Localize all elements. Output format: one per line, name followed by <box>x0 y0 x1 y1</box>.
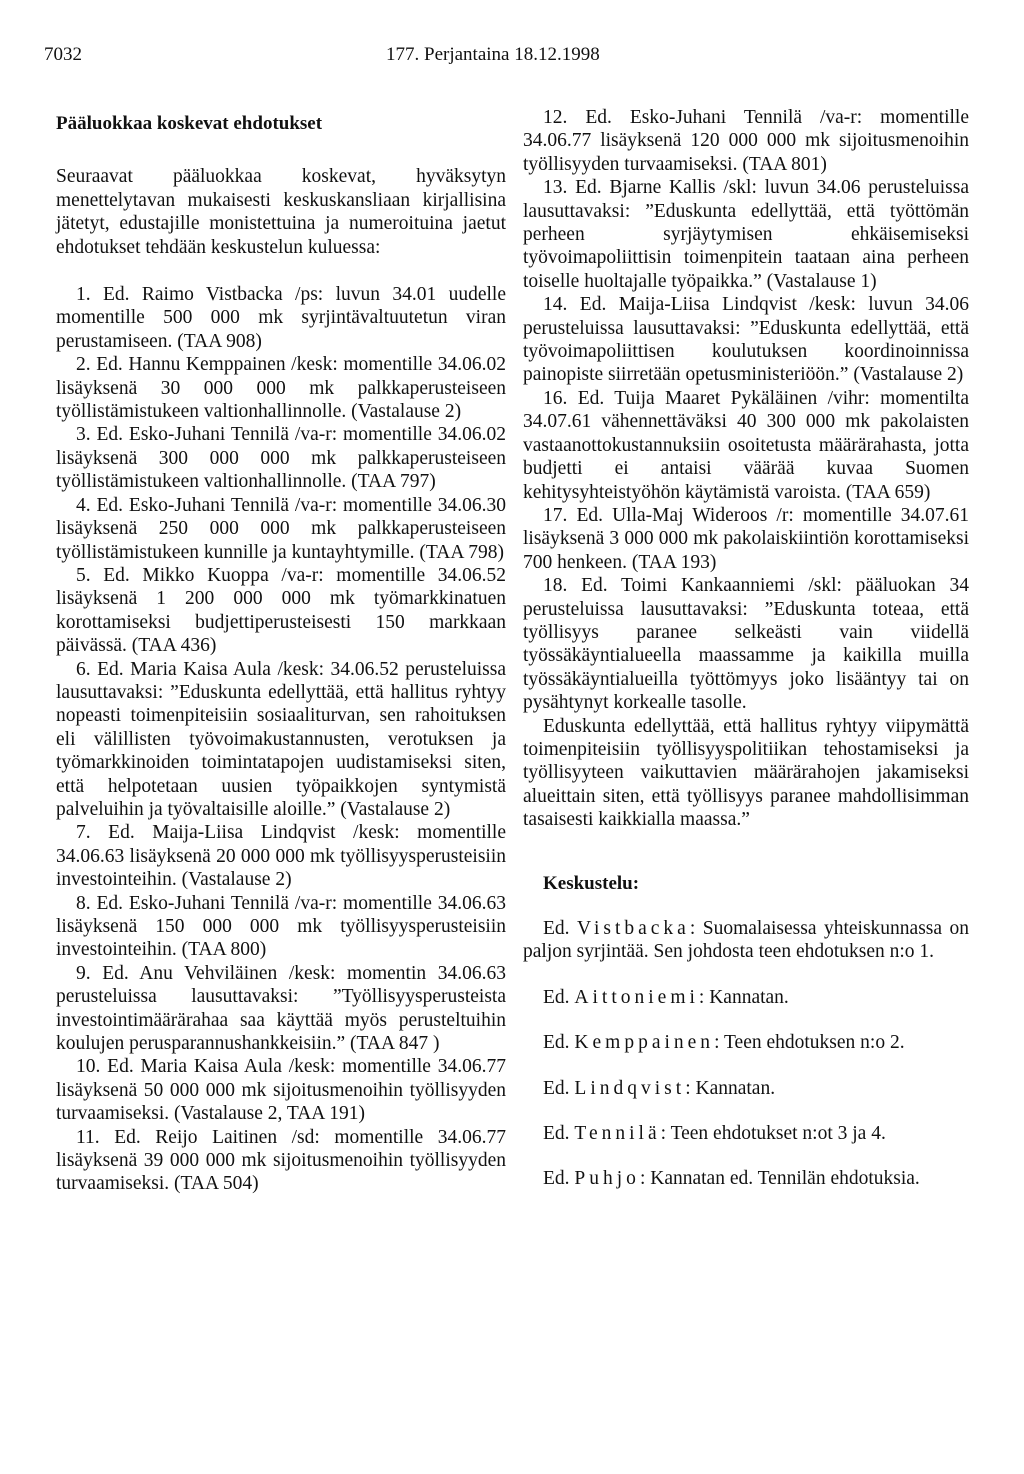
speech-item <box>523 917 969 964</box>
proposal-item: 3. Ed. Esko-Juhani Tennilä /va-r: momentille 34.06.02 lisäyksenä 300 000 000 mk palkkaperusteiseen työllistämistukeen valtionhallinnolle. (TAA 797) <box>56 424 506 493</box>
right-column <box>523 106 969 1213</box>
speech-prefix: Ed. <box>543 986 575 1008</box>
proposal-item: 7. Ed. Maija-Liisa Lindqvist /kesk: momentille 34.06.63 lisäyksenä 20 000 000 mk työllisyysperusteisiin investointeihin. (Vastalause 2) <box>56 822 506 891</box>
speech-text: : Kannatan ed. Tennilän ehdotuksia. <box>639 1168 920 1190</box>
speaker-name: Lindqvist <box>574 1077 686 1099</box>
proposal-item: 1. Ed. Raimo Vistbacka /ps: luvun 34.01 uudelle momentille 500 000 mk syrjintävaltuutetun viran perustamiseen. (TAA 908) <box>56 284 506 352</box>
proposal-item: 17. Ed. Ulla-Maj Wideroos /r: momentille 34.07.61 lisäyksenä 3 000 000 mk pakolaiskiintiön korottamiseksi 700 henkeen. (TAA 193) <box>523 504 969 573</box>
speech-text: : Teen ehdotukset n:ot 3 ja 4. <box>660 1123 886 1145</box>
speech-item <box>523 1167 969 1190</box>
speech-text: : Kannatan. <box>685 1077 776 1099</box>
proposal-item: 8. Ed. Esko-Juhani Tennilä /va-r: momentille 34.06.63 lisäyksenä 150 000 000 mk työllisyysperusteisiin investointeihin. (TAA 800) <box>56 892 506 961</box>
speech-item <box>523 986 969 1009</box>
speech-text: : Teen ehdotuksen n:o 2. <box>714 1032 905 1054</box>
proposal-item: 5. Ed. Mikko Kuoppa /va-r: momentille 34.06.52 lisäyksenä 1 200 000 000 mk työmarkkinatuen korottamiseksi budjettiperusteisesti 150 markkaan päivässä. (TAA 436) <box>56 564 506 657</box>
speech-text: : Kannatan. <box>698 986 789 1008</box>
speech-prefix: Ed. <box>543 918 578 939</box>
speech-prefix: Ed. <box>543 1032 575 1054</box>
speech-item <box>523 1077 969 1100</box>
proposal-item: 6. Ed. Maria Kaisa Aula /kesk: 34.06.52 perusteluissa lausuttavaksi: ”Eduskunta edellyttää, että hallitus ryhtyy nopeasti toimenpiteisiin sosiaaliturvan, sen rahoituksen eli välillisten työvoimakustannusten, verotuksen ja työmarkkinoiden toimintatapojen uudistamiseksi siten, että helpotetaan uusien työpaikkojen syntymistä palveluihin ja työvaltaisille aloille.” (Vastalause 2) <box>56 658 506 820</box>
speech-prefix: Ed. <box>543 1123 575 1145</box>
page-number: 7032 <box>44 44 82 65</box>
proposal-item: 2. Ed. Hannu Kemppainen /kesk: momentille 34.06.02 lisäyksenä 30 000 000 mk palkkaperusteiseen työllistämistukeen valtionhallinnolle. (Vastalause 2) <box>56 354 506 423</box>
proposal-item: 9. Ed. Anu Vehviläinen /kesk: momentin 34.06.63 perusteluissa lausuttavaksi: ”Työllisyysperusteista investointimäärärahaa saa käyttää myös perusteltuihin koulujen perusparannushankkeisiin.” (TAA 847 ) <box>56 962 506 1055</box>
speaker-name: Puhjo <box>574 1168 640 1190</box>
proposal-item: 4. Ed. Esko-Juhani Tennilä /va-r: momentille 34.06.30 lisäyksenä 250 000 000 mk palkkaperusteiseen työllistämistukeen kunnille ja kuntayhtymille. (TAA 798) <box>56 494 506 563</box>
proposal-item: 13. Ed. Bjarne Kallis /skl: luvun 34.06 perusteluissa lausuttavaksi: ”Eduskunta edellyttää, että työttömän perheen syrjäytymisen ehkäisemiseksi työvoimapoliittisin toimenpitein taataan aina perheen toiselle huoltajalle työpaikka.” (Vastalause 1) <box>523 177 969 292</box>
speaker-name: Tennilä <box>574 1123 661 1145</box>
proposal-item: 14. Ed. Maija-Liisa Lindqvist /kesk: luvun 34.06 perusteluissa lausuttavaksi: ”Eduskunta edellyttää, että työvoimapoliittisen koulutuksen koordinoinnissa painopiste siirretään opetusministeriöön.” (Vastalause 2) <box>523 294 969 386</box>
session-info: 177. Perjantaina 18.12.1998 <box>386 44 600 65</box>
proposal-item: 16. Ed. Tuija Maaret Pykäläinen /vihr: momentilta 34.07.61 vähennettäväksi 40 300 000 mk pakolaisten vastaanottokustannuksiin osoitetusta määrärahasta, jotta budjetti ei antaisi väärää kuvaa Suomen kehitysyhteistyöhön käytämistä varoista. (TAA 659) <box>523 387 969 503</box>
speech-item <box>523 1122 969 1145</box>
speaker-name: Aittoniemi <box>574 986 699 1008</box>
speaker-name: Vistbacka <box>577 918 690 939</box>
left-column <box>56 106 506 1196</box>
proposal-continuation: Eduskunta edellyttää, että hallitus ryhtyy viipymättä toimenpiteisiin työllisyyspolitiikan tehostamiseksi ja työllisyyteen vaikuttavien määrärahojen jakamiseksi alueittain siten, että työllisyys paranee mahdollisimman tasaisesti kaikkialla maassa.” <box>523 715 969 831</box>
page-header <box>44 44 980 74</box>
discussion-heading: Keskustelu: <box>543 872 640 894</box>
speech-prefix: Ed. <box>543 1168 575 1190</box>
speech-prefix: Ed. <box>543 1077 575 1099</box>
proposal-item: 10. Ed. Maria Kaisa Aula /kesk: momentille 34.06.77 lisäyksenä 50 000 000 mk sijoitusmenoihin työllisyyden turvaamiseksi. (Vastalause 2, TAA 191) <box>56 1056 506 1125</box>
section-heading: Pääluokkaa koskevat ehdotukset <box>56 113 323 134</box>
intro-paragraph: Seuraavat pääluokkaa koskevat, hyväksytyn menettelytavan mukaisesti keskuskansliaan kirjallisina jätetyt, edustajille monistettuina ja numeroituina jaetut ehdotukset tehdään keskustelun kuluessa: <box>56 166 506 258</box>
speech-item <box>523 1031 969 1054</box>
proposal-item: 18. Ed. Toimi Kankaanniemi /skl: pääluokan 34 perusteluissa lausuttavaksi: ”Eduskunta toteaa, että työllisyys paranee selkeästi vain viidellä työssäkäyntialueella maassamme ja kaikilla muilla työssäkäyntialueilla työttömyys joko lisääntyy tai on pysähtynyt korkealle tasolle. <box>523 575 969 714</box>
proposal-item: 12. Ed. Esko-Juhani Tennilä /va-r: momentille 34.06.77 lisäyksenä 120 000 000 mk sijoitusmenoihin työllisyyden turvaamiseksi. (TAA 801) <box>523 107 969 175</box>
speaker-name: Kemppainen <box>574 1032 715 1054</box>
proposal-item: 11. Ed. Reijo Laitinen /sd: momentille 34.06.77 lisäyksenä 39 000 000 mk sijoitusmenoihin työllisyyden turvaamiseksi. (TAA 504) <box>56 1126 506 1195</box>
speech-text: : Suomalaisessa yhteiskunnassa on paljon syrjintää. Sen johdosta teen ehdotuksen n:o 1. <box>523 918 970 963</box>
